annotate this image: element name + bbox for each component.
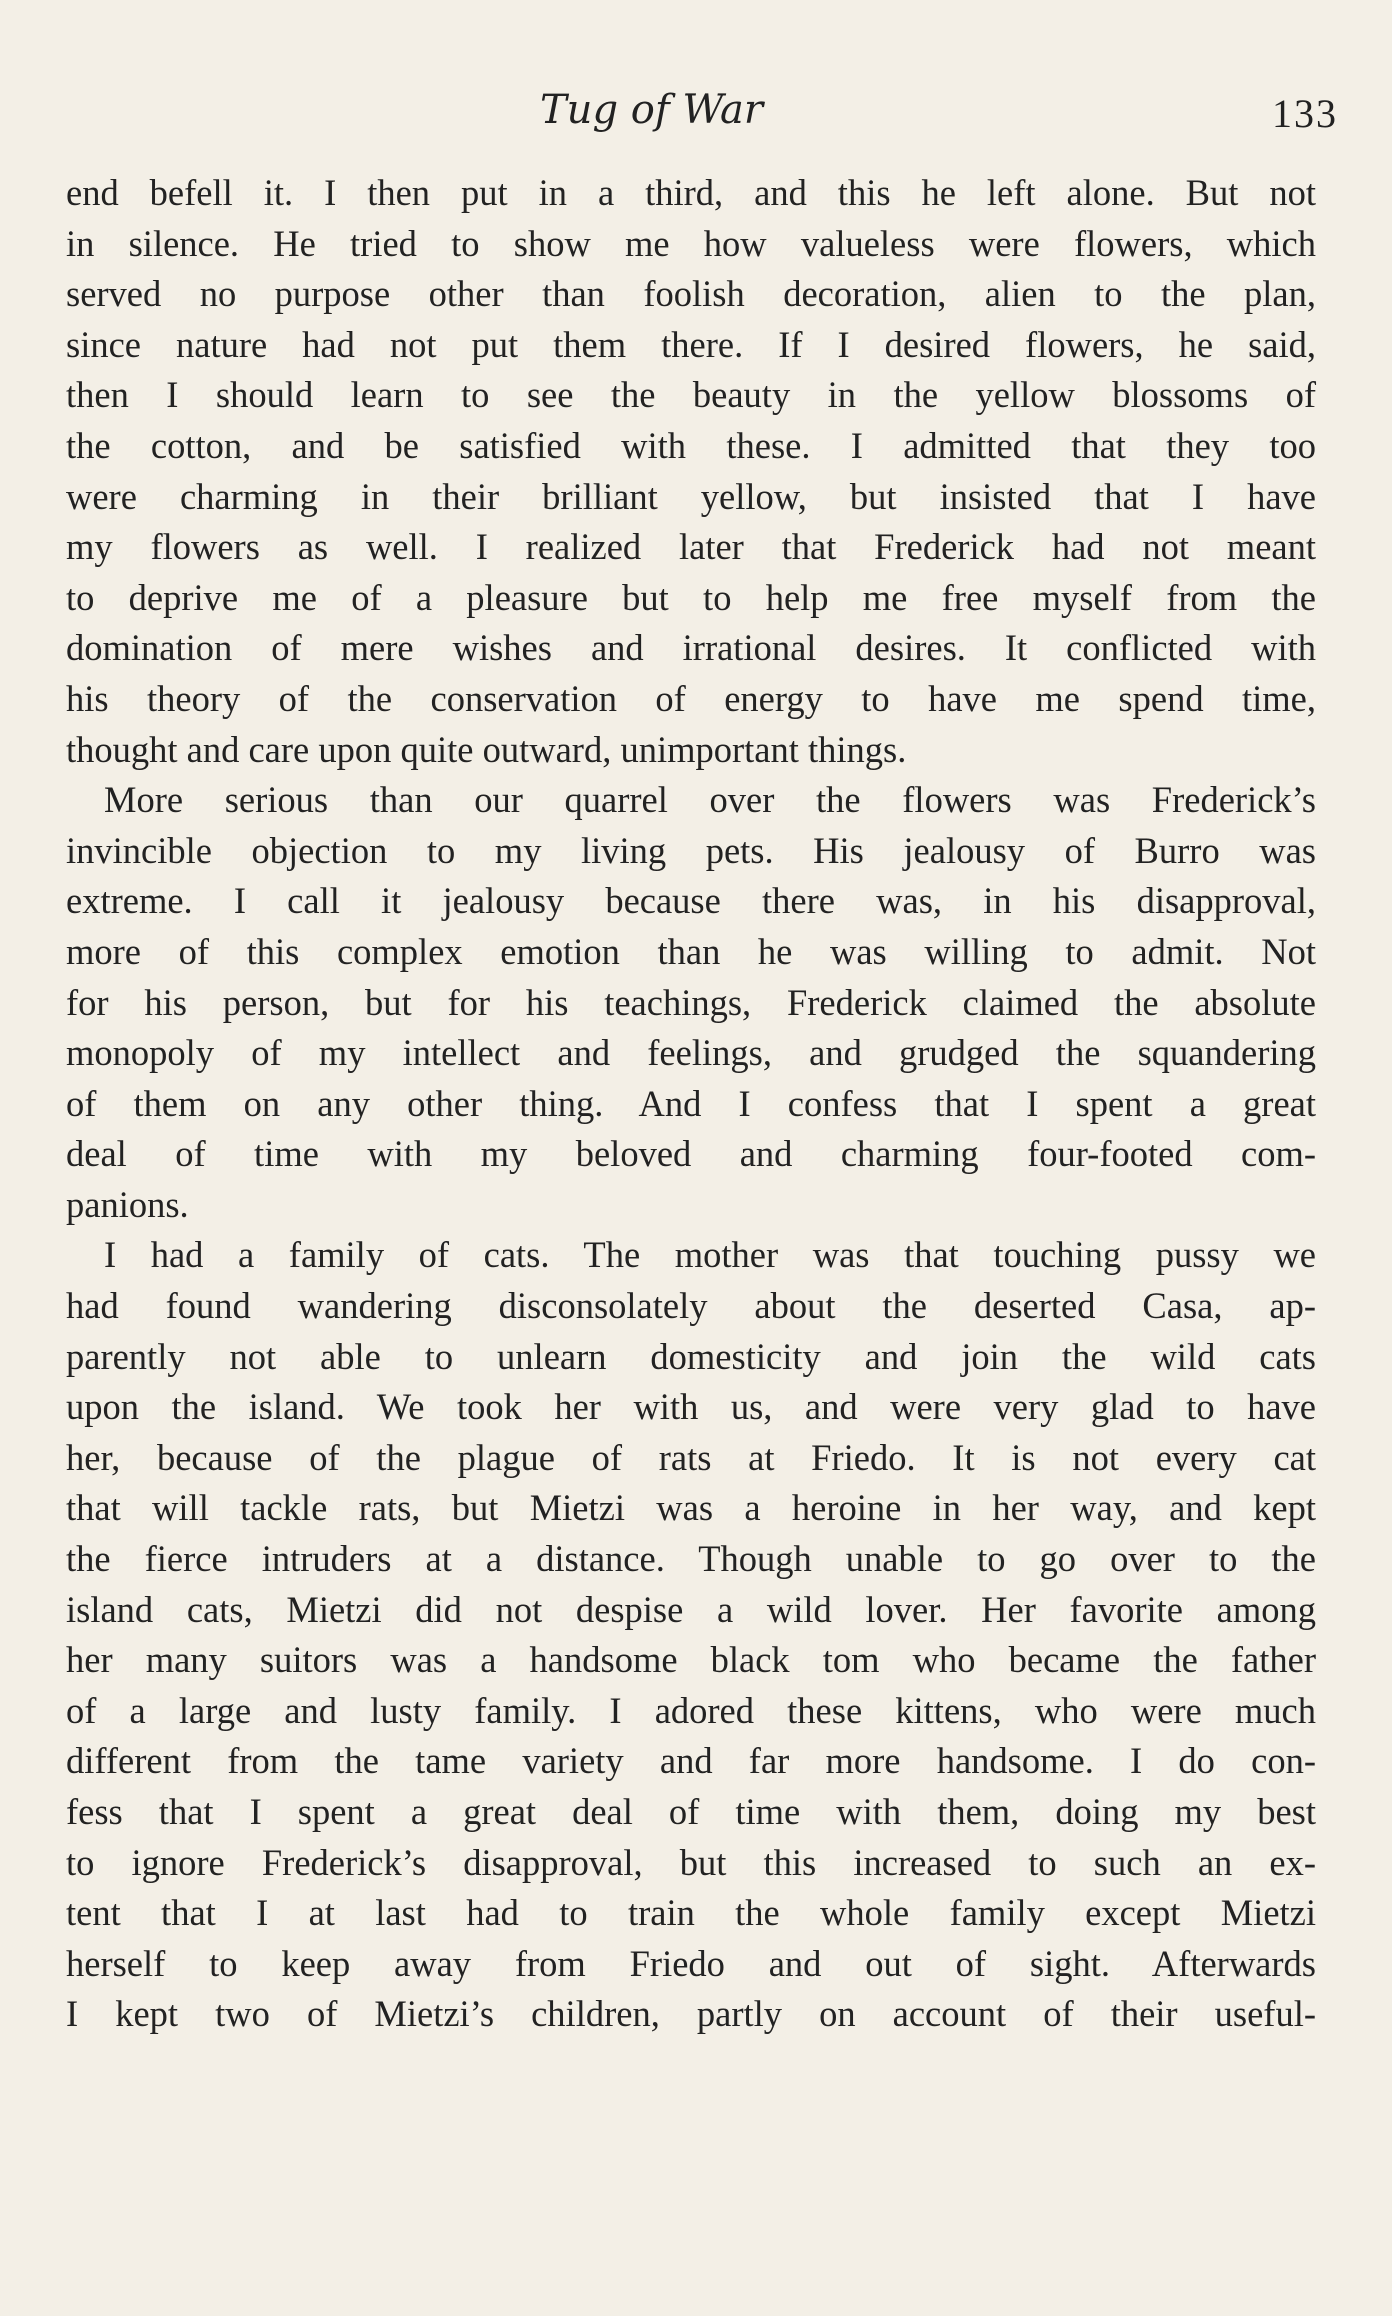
text-line: of them on any other thing. And I confess that I spent a great — [66, 1082, 1316, 1124]
text-line: More serious than our quarrel over the flowers was Frederick’s — [104, 779, 1316, 821]
text-line: to ignore Frederick’s disapproval, but this increased to such an ex- — [66, 1841, 1316, 1883]
text-line: of a large and lusty family. I adored these kittens, who were much — [66, 1689, 1316, 1731]
text-line: in silence. He tried to show me how valueless were flowers, which — [66, 222, 1316, 264]
text-line: to deprive me of a pleasure but to help me free myself from the — [66, 576, 1316, 618]
text-line: more of this complex emotion than he was willing to admit. Not — [66, 930, 1316, 972]
text-line: end befell it. I then put in a third, and this he left alone. But not — [66, 172, 1316, 213]
page-number: 133 — [1272, 91, 1338, 136]
text-line: since nature had not put them there. If I desired flowers, he said, — [66, 323, 1316, 365]
text-line: invincible objection to my living pets. His jealousy of Burro was — [66, 829, 1316, 871]
text-line: the fierce intruders at a distance. Though unable to go over to the — [66, 1538, 1316, 1580]
text-line: parently not able to unlearn domesticity and join the wild cats — [66, 1335, 1316, 1377]
text-line: I had a family of cats. The mother was that touching pussy we — [104, 1234, 1316, 1276]
text-line: fess that I spent a great deal of time with them, doing my best — [66, 1791, 1316, 1832]
text-line: tent that I at last had to train the whole family except Mietzi — [66, 1892, 1316, 1934]
text-line: were charming in their brilliant yellow, but insisted that I have — [66, 475, 1316, 517]
text-line: different from the tame variety and far more handsome. I do con- — [66, 1740, 1316, 1782]
text-line: her many suitors was a handsome black tom who became the father — [66, 1639, 1316, 1681]
text-line: served no purpose other than foolish decoration, alien to the plan, — [66, 273, 1316, 315]
text-line: deal of time with my beloved and charming four-footed com- — [66, 1133, 1316, 1175]
text-line: thought and care upon quite outward, unimportant things. — [66, 728, 907, 770]
text-line: my flowers as well. I realized later that Frederick had not meant — [66, 526, 1316, 568]
text-line: herself to keep away from Friedo and out of sight. Afterwards — [66, 1942, 1316, 1984]
text-line: extreme. I call it jealousy because there was, in his disapproval, — [66, 880, 1316, 922]
text-line: had found wandering disconsolately about the deserted Casa, ap- — [66, 1285, 1316, 1327]
body-text — [66, 168, 1316, 2040]
text-line: I kept two of Mietzi’s children, partly on account of their useful- — [66, 1993, 1316, 2035]
text-line: panions. — [66, 1183, 189, 1225]
text-line: that will tackle rats, but Mietzi was a heroine in her way, and kept — [66, 1487, 1316, 1529]
running-title: Tug of War — [540, 87, 763, 133]
text-line: his theory of the conservation of energy to have me spend time, — [66, 677, 1316, 719]
text-line: domination of mere wishes and irrational desires. It conflicted with — [66, 627, 1316, 669]
text-line: her, because of the plague of rats at Friedo. It is not every cat — [66, 1436, 1316, 1478]
text-line: monopoly of my intellect and feelings, and grudged the squandering — [66, 1032, 1316, 1074]
text-line: island cats, Mietzi did not despise a wild lover. Her favorite among — [66, 1588, 1316, 1630]
text-line: upon the island. We took her with us, and were very glad to have — [66, 1386, 1316, 1428]
text-line: then I should learn to see the beauty in the yellow blossoms of — [66, 374, 1316, 416]
text-line: for his person, but for his teachings, Frederick claimed the absolute — [66, 981, 1316, 1023]
text-line: the cotton, and be satisfied with these. I admitted that they too — [66, 424, 1316, 466]
